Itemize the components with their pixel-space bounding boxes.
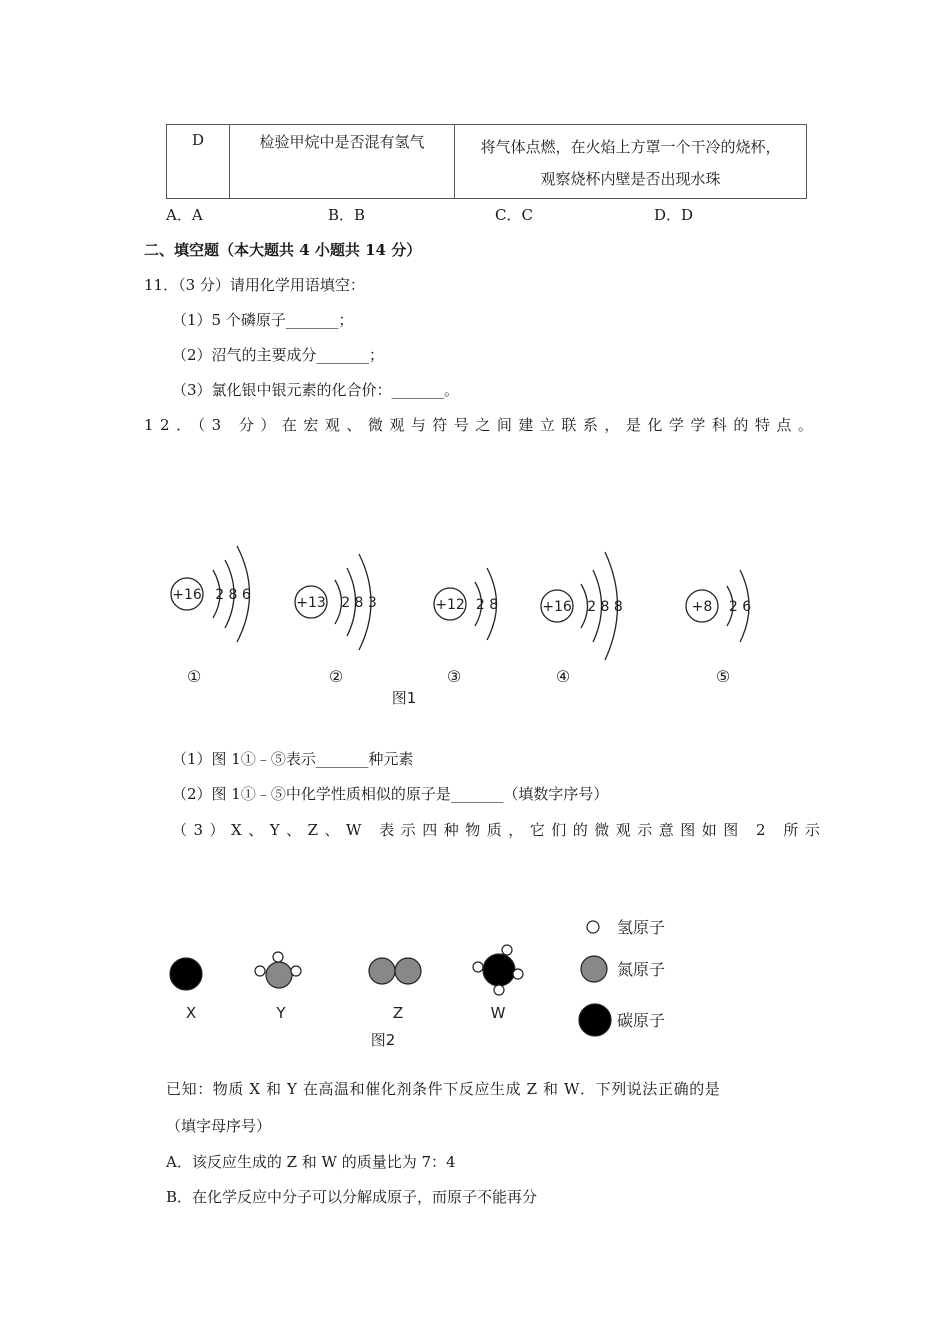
q10-choice-a: A．A — [166, 206, 203, 224]
nucleus-charge: +13 — [296, 595, 326, 611]
atom-label: ⑤ — [715, 667, 731, 686]
q12-known-line-2: （填字母序号） — [166, 1117, 272, 1135]
nucleus-charge: +16 — [542, 599, 572, 615]
shell-electrons: 2 8 8 — [587, 599, 623, 615]
q11-part-2: （2）沼气的主要成分_______； — [172, 346, 385, 364]
q10-choice-b: B．B — [328, 206, 366, 224]
atom-label: ② — [328, 667, 344, 686]
q10-choice-c: C．C — [495, 206, 533, 224]
legend-carbon-icon — [579, 1004, 611, 1036]
q10-choice-d: D．D — [654, 206, 694, 224]
purpose-cell: 检验甲烷中是否混有氢气 — [230, 125, 455, 199]
q11-stem: 11．（3 分）请用化学用语填空： — [144, 276, 365, 294]
nucleus-charge: +12 — [435, 597, 465, 613]
carbon-atom — [483, 954, 515, 986]
q12-choice-a: A．该反应生成的 Z 和 W 的质量比为 7：4 — [166, 1153, 456, 1171]
q12-known-line-1: 已知：物质 X 和 Y 在高温和催化剂条件下反应生成 Z 和 W．下列说法正确的是 — [166, 1080, 721, 1098]
figure-2-caption: 图2 — [370, 1031, 396, 1049]
row-label: D — [167, 125, 230, 199]
hydrogen-atom — [255, 966, 265, 976]
legend-carbon-label: 碳原子 — [617, 1011, 666, 1030]
method-line-1: 将气体点燃，在火焰上方罩一个干冷的烧杯， — [480, 138, 781, 156]
nucleus-charge: +16 — [172, 587, 202, 603]
hydrogen-atom — [273, 952, 283, 962]
legend-nitrogen-icon — [581, 956, 607, 982]
table-row — [167, 125, 807, 199]
shell-electrons: 2 8 — [475, 597, 499, 613]
q12-stem: 12．（3 分）在宏观、微观与符号之间建立联系，是化学学科的特点。 — [144, 416, 820, 434]
options-table — [166, 124, 807, 199]
shell-electrons: 2 6 — [728, 599, 752, 615]
atom-label: ③ — [446, 667, 462, 686]
method-line-2: 观察烧杯内壁是否出现水珠 — [540, 170, 721, 188]
nitrogen-atom — [395, 958, 421, 984]
figure-1-caption: 图1 — [391, 689, 417, 707]
atom-label: ① — [186, 667, 202, 686]
shell-electrons: 2 8 6 — [215, 587, 251, 603]
atom-label: ④ — [555, 667, 571, 686]
method-cell — [455, 125, 807, 199]
q11-part-3: （3）氯化银中银元素的化合价：_______。 — [172, 381, 460, 399]
molecule-label: X — [185, 1004, 197, 1022]
molecule-label: Y — [276, 1004, 286, 1022]
hydrogen-atom — [513, 969, 523, 979]
legend-hydrogen-label: 氢原子 — [617, 918, 666, 937]
q11-part-1: （1）5 个磷原子_______； — [172, 311, 354, 329]
hydrogen-atom — [502, 945, 512, 955]
q12-part-1: （1）图 1①﹣⑤表示_______种元素 — [172, 750, 414, 768]
section-title: 二、填空题（本大题共 4 小题共 14 分） — [144, 241, 422, 259]
hydrogen-atom — [494, 985, 504, 995]
molecule-label: W — [490, 1004, 506, 1022]
q12-choice-b: B．在化学反应中分子可以分解成原子，而原子不能再分 — [166, 1188, 538, 1206]
hydrogen-atom — [291, 966, 301, 976]
figure-2 — [150, 905, 710, 1060]
q12-part-2: （2）图 1①﹣⑤中化学性质相似的原子是_______（填数字序号） — [172, 785, 609, 803]
legend-nitrogen-label: 氮原子 — [617, 960, 666, 979]
q12-part-3: （3）X、Y、Z、W 表示四种物质，它们的微观示意图如图 2 所示 — [172, 821, 827, 839]
carbon-atom — [170, 958, 202, 990]
nucleus-charge: +8 — [691, 599, 713, 615]
legend-hydrogen-icon — [587, 921, 599, 933]
hydrogen-atom — [473, 962, 483, 972]
molecule-label: Z — [392, 1004, 404, 1022]
nitrogen-atom — [369, 958, 395, 984]
nitrogen-atom — [266, 962, 292, 988]
shell-electrons: 2 8 3 — [341, 595, 377, 611]
figure-1 — [150, 530, 790, 715]
